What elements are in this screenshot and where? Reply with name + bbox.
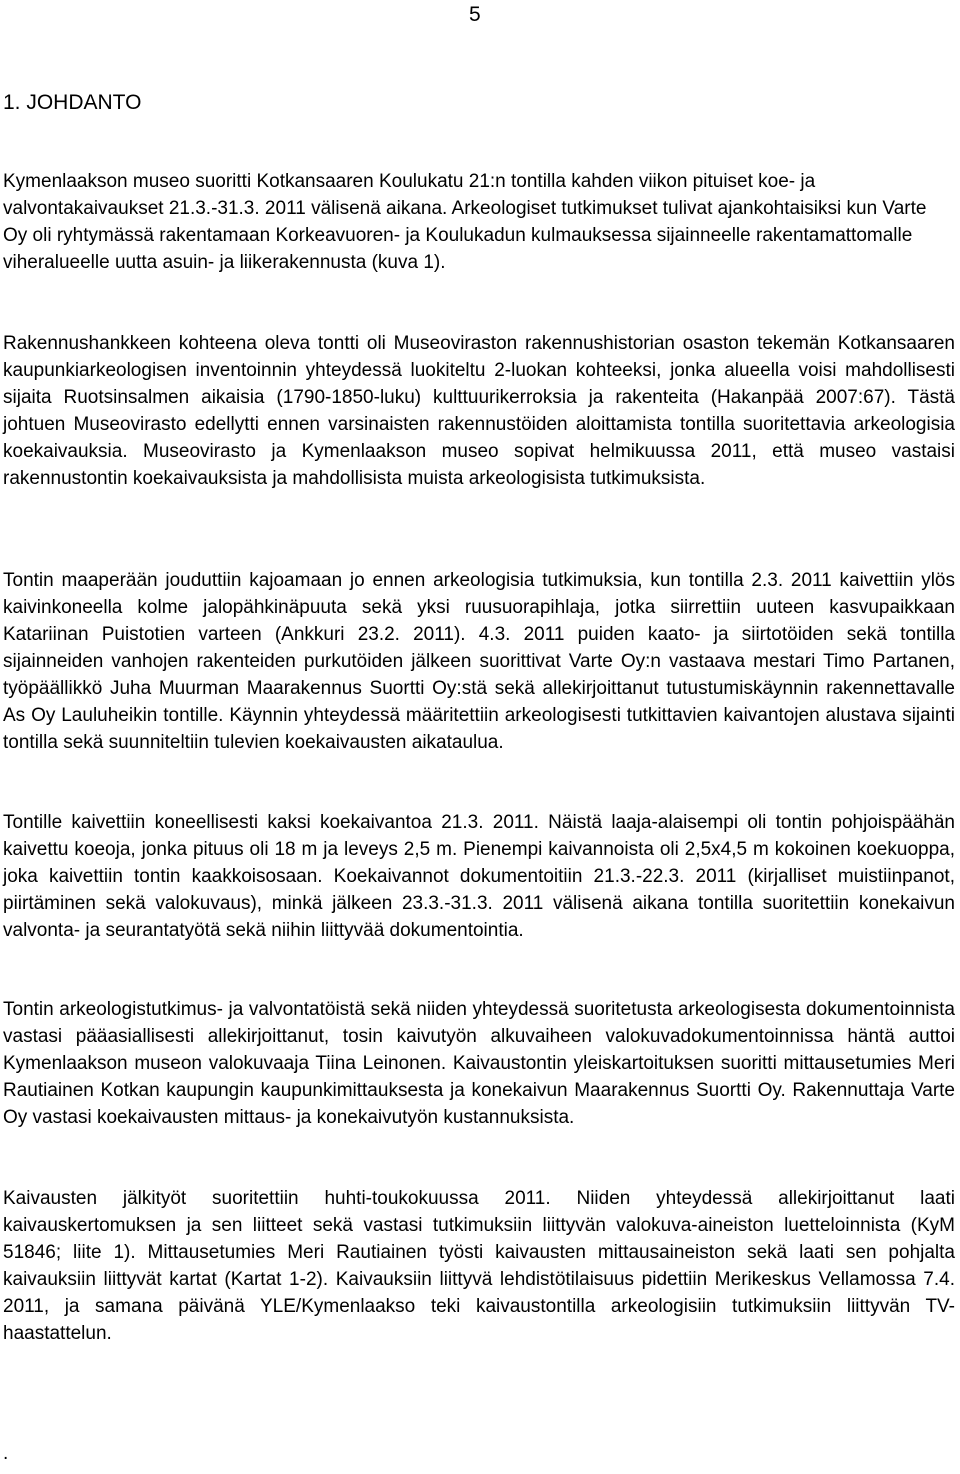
paragraph-postwork: Kaivausten jälkityöt suoritettiin huhti-toukokuussa 2011. Niiden yhteydessä allekirjoittanut laati kaivauskertomuksen ja sen liitteet sekä vastasi tutkimuksiin liittyvän valokuva-aineiston luetteloinnista (KyM 51846; liite 1). Mittausetumies Meri Rautiainen työsti kaivausten mittausaineiston sekä laati sen pohjalta kaivauksiin liittyvät kartat (Kartat 1-2). Kaivauksiin liittyvä lehdistötilaisuus pidettiin Merikeskus Vellamossa 7.4. 2011, ja samana päivänä YLE/Kymenlaakso teki kaivaustontilla arkeologisiin tutkimuksiin liittyvän TV-haastattelun. xyxy=(3,1188,955,1344)
paragraph-preparations: Tontin maaperään jouduttiin kajoamaan jo ennen arkeologisia tutkimuksia, kun tontilla 2.3. 2011 kaivettiin ylös kaivinkoneella kolme jalopähkinäpuuta sekä yksi ruusuorapihlaja, jotka siirrettiin uuteen kasvupaikkaan Katariinan Puistotien varteen (Ankkuri 23.2. 2011). 4.3. 2011 puiden kaato- ja siirtotöiden sekä tontilla sijainneiden vanhojen rakenteiden purkutöiden jälkeen suorittivat Varte Oy:n vastaava mestari Timo Partanen, työpäällikkö Juha Muurman Maarakennus Suortti Oy:stä sekä allekirjoittanut tutustumiskäynnin rakennettavalle As Oy Lauluheikin tontille. Käynnin yhteydessä määritettiin arkeologisesti tutkittavien kaivantojen alustava sijainti tontilla sekä suunniteltiin tulevien koekaivausten aikataulua. xyxy=(3,570,955,753)
paragraph-background: Rakennushankkeen kohteena oleva tontti oli Museoviraston rakennushistorian osaston tekemän Kotkansaaren kaupunkiarkeologisen inventoinnin yhteydessä luokiteltu 2-luokan kohteeksi, jonka alueella voisi mahdollisesti sijaita Ruotsinsalmen aikaisia (1790-1850-luku) kulttuurikerroksia ja rakenteita (Hakanpää 2007:67). Tästä johtuen Museovirasto edellytti ennen varsinaisten rakennustöiden aloittamista tontilla suoritettavia arkeologisia koekaivauksia. Museovirasto ja Kymenlaakson museo sopivat helmikuussa 2011, että museo vastaisi rakennustontin koekaivauksista ja mahdollisista muista arkeologisista tutkimuksista. xyxy=(3,333,955,489)
page-number: 5 xyxy=(469,3,481,26)
section-heading: 1. JOHDANTO xyxy=(3,91,142,114)
end-mark: . xyxy=(3,1443,9,1464)
paragraph-personnel: Tontin arkeologistutkimus- ja valvontatöistä sekä niiden yhteydessä suoritetusta arkeologisesta dokumentoinnista vastasi pääasiallisesti allekirjoittanut, tosin kaivutyön alkuvaiheen valokuvadokumentoinnissa häntä auttoi Kymenlaakson museon valokuvaaja Tiina Leinonen. Kaivaustontin yleiskartoituksen suoritti mittausetumies Meri Rautiainen Kotkan kaupungin kaupunkimittauksesta ja konekaivun Maarakennus Suortti Oy. Rakennuttaja Varte Oy vastasi koekaivausten mittaus- ja konekaivutyön kustannuksista. xyxy=(3,999,955,1128)
paragraph-excavation: Tontille kaivettiin koneellisesti kaksi koekaivantoa 21.3. 2011. Näistä laaja-alaisempi oli tontin pohjoispäähän kaivettu koeoja, jonka pituus oli 18 m ja leveys 2,5 m. Pienempi kaivannoista oli 2,5x4,5 m kokoinen koekuoppa, joka kaivettiin tontin kaakkoisosaan. Koekaivannot dokumentoitiin 21.3.-22.3. 2011 (kirjalliset muistiinpanot, piirtäminen sekä valokuvaus), minkä jälkeen 23.3.-31.3. 2011 välisenä aikana tontilla suoritettiin konekaivun valvonta- ja seurantatyötä sekä niihin liittyvää dokumentointia. xyxy=(3,812,955,941)
paragraph-intro: Kymenlaakson museo suoritti Kotkansaaren Koulukatu 21:n tontilla kahden viikon pituiset koe- ja valvontakaivaukset 21.3.-31.3. 2011 välisenä aikana. Arkeologiset tutkimukset tulivat ajankohtaisiksi kun Varte Oy oli ryhtymässä rakentamaan Korkeavuoren- ja Koulukadun kulmauksessa sijainneelle rakentamattomalle viheralueelle uutta asuin- ja liikerakennusta (kuva 1). xyxy=(3,171,927,273)
